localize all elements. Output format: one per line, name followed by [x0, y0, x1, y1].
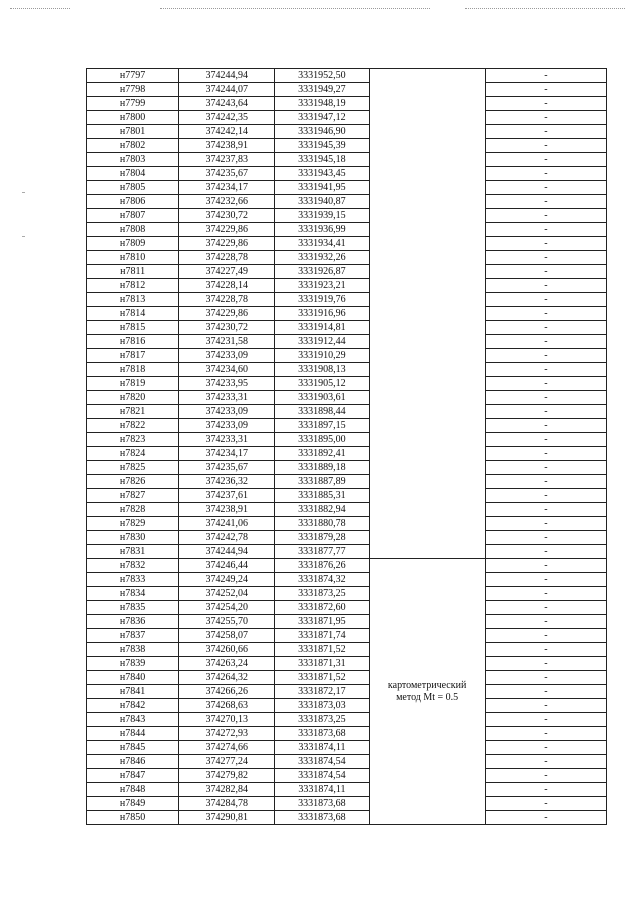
- x-coordinate-cell: 374266,26: [179, 685, 275, 699]
- x-coordinate-cell: 374270,13: [179, 713, 275, 727]
- table-row: [87, 265, 607, 279]
- table-row: [87, 69, 607, 83]
- table-row: [87, 545, 607, 559]
- point-name-cell: н7803: [87, 153, 179, 167]
- note-cell: -: [485, 307, 606, 321]
- point-name-cell: н7849: [87, 797, 179, 811]
- y-coordinate-cell: 3331934,41: [275, 237, 369, 251]
- table-row: [87, 741, 607, 755]
- note-cell: -: [485, 251, 606, 265]
- y-coordinate-cell: 3331952,50: [275, 69, 369, 83]
- note-cell: -: [485, 643, 606, 657]
- x-coordinate-cell: 374252,04: [179, 587, 275, 601]
- note-cell: -: [485, 111, 606, 125]
- note-cell: -: [485, 349, 606, 363]
- y-coordinate-cell: 3331941,95: [275, 181, 369, 195]
- x-coordinate-cell: 374228,78: [179, 293, 275, 307]
- table-row: [87, 307, 607, 321]
- note-cell: -: [485, 461, 606, 475]
- point-name-cell: н7836: [87, 615, 179, 629]
- y-coordinate-cell: 3331949,27: [275, 83, 369, 97]
- note-cell: -: [485, 153, 606, 167]
- point-name-cell: н7818: [87, 363, 179, 377]
- table-row: [87, 335, 607, 349]
- point-name-cell: н7847: [87, 769, 179, 783]
- y-coordinate-cell: 3331910,29: [275, 349, 369, 363]
- point-name-cell: н7809: [87, 237, 179, 251]
- y-coordinate-cell: 3331887,89: [275, 475, 369, 489]
- x-coordinate-cell: 374233,09: [179, 405, 275, 419]
- point-name-cell: н7843: [87, 713, 179, 727]
- point-name-cell: н7834: [87, 587, 179, 601]
- table-row: [87, 671, 607, 685]
- table-row: [87, 797, 607, 811]
- point-name-cell: н7808: [87, 223, 179, 237]
- x-coordinate-cell: 374233,31: [179, 391, 275, 405]
- x-coordinate-cell: 374229,86: [179, 223, 275, 237]
- x-coordinate-cell: 374231,58: [179, 335, 275, 349]
- note-cell: -: [485, 615, 606, 629]
- note-cell: -: [485, 209, 606, 223]
- table-row: [87, 699, 607, 713]
- table-row: [87, 811, 607, 825]
- y-coordinate-cell: 3331923,21: [275, 279, 369, 293]
- x-coordinate-cell: 374243,64: [179, 97, 275, 111]
- table-row: [87, 475, 607, 489]
- y-coordinate-cell: 3331879,28: [275, 531, 369, 545]
- x-coordinate-cell: 374254,20: [179, 601, 275, 615]
- table-row: [87, 349, 607, 363]
- point-name-cell: н7817: [87, 349, 179, 363]
- note-cell: -: [485, 531, 606, 545]
- y-coordinate-cell: 3331892,41: [275, 447, 369, 461]
- x-coordinate-cell: 374228,14: [179, 279, 275, 293]
- point-name-cell: н7833: [87, 573, 179, 587]
- x-coordinate-cell: 374230,72: [179, 209, 275, 223]
- y-coordinate-cell: 3331936,99: [275, 223, 369, 237]
- y-coordinate-cell: 3331919,76: [275, 293, 369, 307]
- note-cell: -: [485, 279, 606, 293]
- table-row: [87, 83, 607, 97]
- x-coordinate-cell: 374282,84: [179, 783, 275, 797]
- point-name-cell: н7801: [87, 125, 179, 139]
- point-name-cell: н7807: [87, 209, 179, 223]
- table-row: [87, 139, 607, 153]
- note-cell: -: [485, 559, 606, 573]
- note-cell: -: [485, 769, 606, 783]
- table-row: [87, 643, 607, 657]
- y-coordinate-cell: 3331916,96: [275, 307, 369, 321]
- table-row: [87, 279, 607, 293]
- scan-top-line-middle: [160, 8, 430, 9]
- coordinates-table: [86, 68, 607, 825]
- x-coordinate-cell: 374279,82: [179, 769, 275, 783]
- point-name-cell: н7805: [87, 181, 179, 195]
- point-name-cell: н7799: [87, 97, 179, 111]
- table-row: [87, 629, 607, 643]
- point-name-cell: н7828: [87, 503, 179, 517]
- y-coordinate-cell: 3331945,39: [275, 139, 369, 153]
- point-name-cell: н7832: [87, 559, 179, 573]
- x-coordinate-cell: 374272,93: [179, 727, 275, 741]
- point-name-cell: н7842: [87, 699, 179, 713]
- note-cell: -: [485, 489, 606, 503]
- y-coordinate-cell: 3331873,03: [275, 699, 369, 713]
- note-cell: -: [485, 447, 606, 461]
- x-coordinate-cell: 374277,24: [179, 755, 275, 769]
- point-name-cell: н7831: [87, 545, 179, 559]
- point-name-cell: н7829: [87, 517, 179, 531]
- note-cell: -: [485, 377, 606, 391]
- note-cell: -: [485, 573, 606, 587]
- x-coordinate-cell: 374242,14: [179, 125, 275, 139]
- note-cell: -: [485, 797, 606, 811]
- x-coordinate-cell: 374228,78: [179, 251, 275, 265]
- x-coordinate-cell: 374238,91: [179, 139, 275, 153]
- note-cell: -: [485, 503, 606, 517]
- x-coordinate-cell: 374258,07: [179, 629, 275, 643]
- note-cell: -: [485, 293, 606, 307]
- x-coordinate-cell: 374236,32: [179, 475, 275, 489]
- table-row: [87, 237, 607, 251]
- point-name-cell: н7811: [87, 265, 179, 279]
- method-cell-empty: [369, 69, 485, 559]
- point-name-cell: н7841: [87, 685, 179, 699]
- x-coordinate-cell: 374227,49: [179, 265, 275, 279]
- x-coordinate-cell: 374241,06: [179, 517, 275, 531]
- note-cell: -: [485, 139, 606, 153]
- table-row: [87, 97, 607, 111]
- note-cell: -: [485, 195, 606, 209]
- x-coordinate-cell: 374255,70: [179, 615, 275, 629]
- x-coordinate-cell: 374244,94: [179, 69, 275, 83]
- y-coordinate-cell: 3331876,26: [275, 559, 369, 573]
- y-coordinate-cell: 3331943,45: [275, 167, 369, 181]
- note-cell: -: [485, 727, 606, 741]
- note-cell: -: [485, 223, 606, 237]
- table-row: [87, 293, 607, 307]
- note-cell: -: [485, 671, 606, 685]
- y-coordinate-cell: 3331871,95: [275, 615, 369, 629]
- y-coordinate-cell: 3331873,68: [275, 811, 369, 825]
- point-name-cell: н7798: [87, 83, 179, 97]
- x-coordinate-cell: 374233,95: [179, 377, 275, 391]
- y-coordinate-cell: 3331873,25: [275, 587, 369, 601]
- point-name-cell: н7840: [87, 671, 179, 685]
- x-coordinate-cell: 374242,78: [179, 531, 275, 545]
- point-name-cell: н7838: [87, 643, 179, 657]
- y-coordinate-cell: 3331932,26: [275, 251, 369, 265]
- y-coordinate-cell: 3331946,90: [275, 125, 369, 139]
- table-row: [87, 517, 607, 531]
- table-row: [87, 503, 607, 517]
- x-coordinate-cell: 374249,24: [179, 573, 275, 587]
- point-name-cell: н7819: [87, 377, 179, 391]
- y-coordinate-cell: 3331940,87: [275, 195, 369, 209]
- y-coordinate-cell: 3331885,31: [275, 489, 369, 503]
- point-name-cell: н7830: [87, 531, 179, 545]
- note-cell: -: [485, 167, 606, 181]
- table-row: [87, 601, 607, 615]
- x-coordinate-cell: 374234,60: [179, 363, 275, 377]
- note-cell: -: [485, 419, 606, 433]
- x-coordinate-cell: 374229,86: [179, 307, 275, 321]
- note-cell: -: [485, 97, 606, 111]
- x-coordinate-cell: 374263,24: [179, 657, 275, 671]
- x-coordinate-cell: 374238,91: [179, 503, 275, 517]
- note-cell: -: [485, 755, 606, 769]
- y-coordinate-cell: 3331874,11: [275, 783, 369, 797]
- x-coordinate-cell: 374242,35: [179, 111, 275, 125]
- point-name-cell: н7806: [87, 195, 179, 209]
- table-row: [87, 531, 607, 545]
- y-coordinate-cell: 3331871,52: [275, 671, 369, 685]
- note-cell: -: [485, 545, 606, 559]
- table-row: [87, 755, 607, 769]
- y-coordinate-cell: 3331880,78: [275, 517, 369, 531]
- y-coordinate-cell: 3331926,87: [275, 265, 369, 279]
- x-coordinate-cell: 374244,07: [179, 83, 275, 97]
- scan-top-line-right: [465, 8, 625, 9]
- point-name-cell: н7812: [87, 279, 179, 293]
- point-name-cell: н7850: [87, 811, 179, 825]
- point-name-cell: н7823: [87, 433, 179, 447]
- x-coordinate-cell: 374234,17: [179, 447, 275, 461]
- x-coordinate-cell: 374235,67: [179, 167, 275, 181]
- y-coordinate-cell: 3331895,00: [275, 433, 369, 447]
- point-name-cell: н7844: [87, 727, 179, 741]
- point-name-cell: н7821: [87, 405, 179, 419]
- x-coordinate-cell: 374235,67: [179, 461, 275, 475]
- coordinates-table-body: [87, 69, 607, 825]
- y-coordinate-cell: 3331947,12: [275, 111, 369, 125]
- note-cell: -: [485, 335, 606, 349]
- x-coordinate-cell: 374246,44: [179, 559, 275, 573]
- note-cell: -: [485, 629, 606, 643]
- y-coordinate-cell: 3331874,54: [275, 769, 369, 783]
- x-coordinate-cell: 374268,63: [179, 699, 275, 713]
- x-coordinate-cell: 374284,78: [179, 797, 275, 811]
- y-coordinate-cell: 3331897,15: [275, 419, 369, 433]
- note-cell: -: [485, 601, 606, 615]
- table-row: [87, 377, 607, 391]
- y-coordinate-cell: 3331874,11: [275, 741, 369, 755]
- method-cell: [369, 559, 485, 825]
- x-coordinate-cell: 374290,81: [179, 811, 275, 825]
- y-coordinate-cell: 3331905,12: [275, 377, 369, 391]
- table-row: [87, 391, 607, 405]
- table-row: [87, 447, 607, 461]
- point-name-cell: н7826: [87, 475, 179, 489]
- note-cell: -: [485, 321, 606, 335]
- y-coordinate-cell: 3331873,68: [275, 797, 369, 811]
- x-coordinate-cell: 374230,72: [179, 321, 275, 335]
- table-row: [87, 125, 607, 139]
- point-name-cell: н7814: [87, 307, 179, 321]
- table-row: [87, 363, 607, 377]
- y-coordinate-cell: 3331871,52: [275, 643, 369, 657]
- x-coordinate-cell: 374237,83: [179, 153, 275, 167]
- y-coordinate-cell: 3331939,15: [275, 209, 369, 223]
- point-name-cell: н7816: [87, 335, 179, 349]
- point-name-cell: н7848: [87, 783, 179, 797]
- x-coordinate-cell: 374232,66: [179, 195, 275, 209]
- table-row: [87, 615, 607, 629]
- table-row: [87, 685, 607, 699]
- point-name-cell: н7800: [87, 111, 179, 125]
- table-row: [87, 587, 607, 601]
- x-coordinate-cell: 374260,66: [179, 643, 275, 657]
- note-cell: -: [485, 811, 606, 825]
- y-coordinate-cell: 3331908,13: [275, 363, 369, 377]
- x-coordinate-cell: 374233,09: [179, 419, 275, 433]
- table-row: [87, 167, 607, 181]
- x-coordinate-cell: 374274,66: [179, 741, 275, 755]
- table-row: [87, 209, 607, 223]
- note-cell: -: [485, 391, 606, 405]
- table-row: [87, 573, 607, 587]
- method-label: картометрический метод Mt = 0.5: [387, 679, 467, 703]
- point-name-cell: н7804: [87, 167, 179, 181]
- y-coordinate-cell: 3331945,18: [275, 153, 369, 167]
- table-row: [87, 433, 607, 447]
- x-coordinate-cell: 374233,31: [179, 433, 275, 447]
- point-name-cell: н7824: [87, 447, 179, 461]
- point-name-cell: н7846: [87, 755, 179, 769]
- point-name-cell: н7810: [87, 251, 179, 265]
- y-coordinate-cell: 3331903,61: [275, 391, 369, 405]
- point-name-cell: н7835: [87, 601, 179, 615]
- y-coordinate-cell: 3331871,74: [275, 629, 369, 643]
- note-cell: -: [485, 713, 606, 727]
- y-coordinate-cell: 3331871,31: [275, 657, 369, 671]
- y-coordinate-cell: 3331873,68: [275, 727, 369, 741]
- note-cell: -: [485, 363, 606, 377]
- y-coordinate-cell: 3331872,17: [275, 685, 369, 699]
- x-coordinate-cell: 374244,94: [179, 545, 275, 559]
- point-name-cell: н7815: [87, 321, 179, 335]
- y-coordinate-cell: 3331877,77: [275, 545, 369, 559]
- y-coordinate-cell: 3331882,94: [275, 503, 369, 517]
- table-row: [87, 405, 607, 419]
- note-cell: -: [485, 265, 606, 279]
- point-name-cell: н7825: [87, 461, 179, 475]
- table-row: [87, 783, 607, 797]
- y-coordinate-cell: 3331948,19: [275, 97, 369, 111]
- note-cell: -: [485, 685, 606, 699]
- note-cell: -: [485, 181, 606, 195]
- scan-margin-mark: [22, 192, 25, 193]
- scan-margin-mark: [22, 236, 25, 237]
- note-cell: -: [485, 237, 606, 251]
- table-row: [87, 181, 607, 195]
- table-row: [87, 321, 607, 335]
- point-name-cell: н7797: [87, 69, 179, 83]
- note-cell: -: [485, 433, 606, 447]
- y-coordinate-cell: 3331873,25: [275, 713, 369, 727]
- note-cell: -: [485, 83, 606, 97]
- table-row: [87, 461, 607, 475]
- y-coordinate-cell: 3331874,32: [275, 573, 369, 587]
- point-name-cell: н7845: [87, 741, 179, 755]
- note-cell: -: [485, 405, 606, 419]
- scan-top-line-left: [10, 8, 70, 9]
- table-row: [87, 251, 607, 265]
- point-name-cell: н7839: [87, 657, 179, 671]
- y-coordinate-cell: 3331898,44: [275, 405, 369, 419]
- note-cell: -: [485, 69, 606, 83]
- note-cell: -: [485, 699, 606, 713]
- note-cell: -: [485, 517, 606, 531]
- table-row: [87, 419, 607, 433]
- note-cell: -: [485, 783, 606, 797]
- x-coordinate-cell: 374234,17: [179, 181, 275, 195]
- y-coordinate-cell: 3331914,81: [275, 321, 369, 335]
- table-row: [87, 713, 607, 727]
- x-coordinate-cell: 374264,32: [179, 671, 275, 685]
- table-row: [87, 195, 607, 209]
- table-row: [87, 769, 607, 783]
- y-coordinate-cell: 3331889,18: [275, 461, 369, 475]
- note-cell: -: [485, 657, 606, 671]
- x-coordinate-cell: 374237,61: [179, 489, 275, 503]
- y-coordinate-cell: 3331912,44: [275, 335, 369, 349]
- point-name-cell: н7827: [87, 489, 179, 503]
- table-row: [87, 223, 607, 237]
- x-coordinate-cell: 374233,09: [179, 349, 275, 363]
- point-name-cell: н7820: [87, 391, 179, 405]
- table-row: [87, 657, 607, 671]
- point-name-cell: н7802: [87, 139, 179, 153]
- table-row: [87, 489, 607, 503]
- table-row: [87, 111, 607, 125]
- x-coordinate-cell: 374229,86: [179, 237, 275, 251]
- point-name-cell: н7837: [87, 629, 179, 643]
- table-row: [87, 153, 607, 167]
- table-row: [87, 727, 607, 741]
- note-cell: -: [485, 587, 606, 601]
- point-name-cell: н7813: [87, 293, 179, 307]
- table-row: [87, 559, 607, 573]
- note-cell: -: [485, 475, 606, 489]
- note-cell: -: [485, 741, 606, 755]
- point-name-cell: н7822: [87, 419, 179, 433]
- note-cell: -: [485, 125, 606, 139]
- y-coordinate-cell: 3331874,54: [275, 755, 369, 769]
- y-coordinate-cell: 3331872,60: [275, 601, 369, 615]
